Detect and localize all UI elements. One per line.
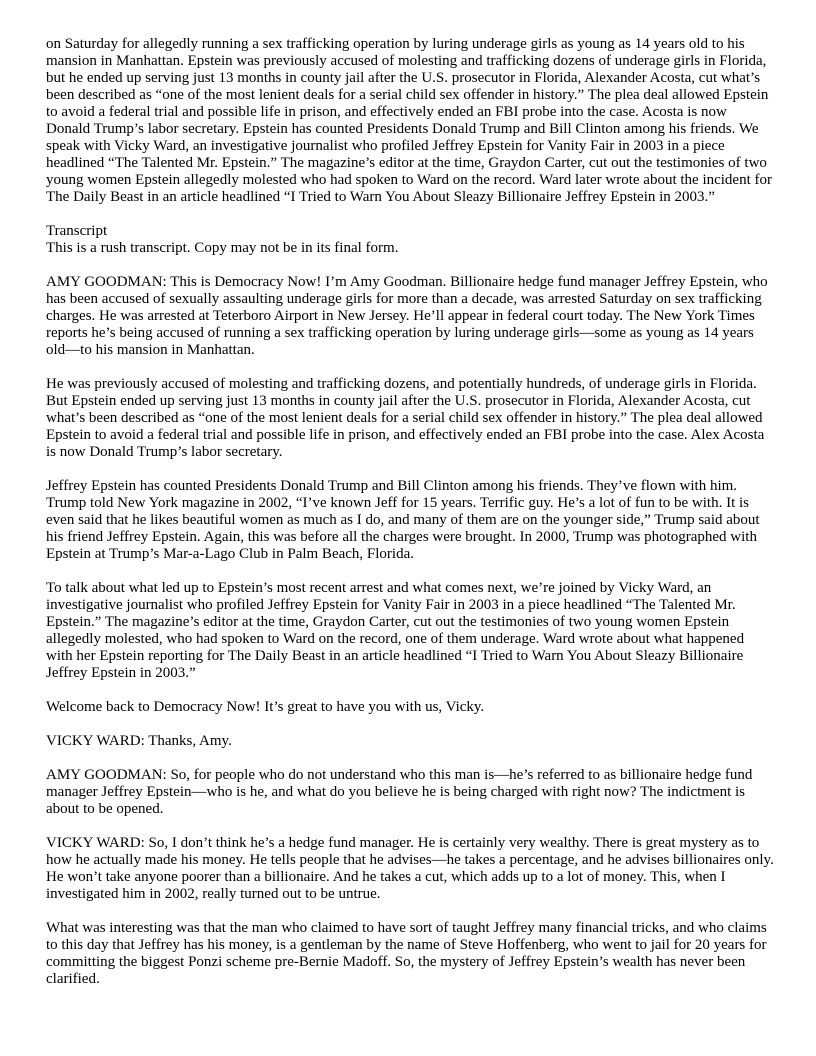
spacer — [46, 257, 774, 274]
transcript-paragraph-8: VICKY WARD: So, I don’t think he’s a hedge fund manager. He is certainly very wealthy. There is great mystery as to how he actually made his money. He tells people that he advises—he takes a percentage, and he advises billionaires only. He won’t take anyone poorer than a billionaire. And he takes a cut, which adds up to a lot of money. This, when I investigated him in 2002, really turned out to be untrue. — [46, 835, 774, 902]
transcript-heading: Transcript — [46, 223, 108, 239]
transcript-paragraph-6: VICKY WARD: Thanks, Amy. — [46, 733, 232, 749]
document-body — [46, 36, 774, 1005]
transcript-paragraph-5: Welcome back to Democracy Now! It’s great to have you with us, Vicky. — [46, 699, 485, 715]
transcript-paragraph-7: AMY GOODMAN: So, for people who do not understand who this man is—he’s referred to as billionaire hedge fund manager Jeffrey Epstein—who is he, and what do you believe he is being charged with right now? The indictment is about to be opened. — [46, 767, 753, 817]
intro-paragraph: on Saturday for allegedly running a sex trafficking operation by luring underage girls as young as 14 years old to his mansion in Manhattan. Epstein was previously accused of molesting and trafficking dozens of underage girls in Florida, but he ended up serving just 13 months in county jail after the U.S. prosecutor in Florida, Alexander Acosta, cut what’s been described as “one of the most lenient deals for a serial child sex offender in history.” The plea deal allowed Epstein to avoid a federal trial and possible life in prison, and effectively ended an FBI probe into the case. Acosta is now Donald Trump’s labor secretary. Epstein has counted Presidents Donald Trump and Bill Clinton among his friends. We speak with Vicky Ward, an investigative journalist who profiled Jeffrey Epstein for Vanity Fair in 2003 in a piece headlined “The Talented Mr. Epstein.” The magazine’s editor at the time, Graydon Carter, cut out the testimonies of two young women Epstein allegedly molested who had spoken to Ward on the record. Ward later wrote about the incident for The Daily Beast in an article headlined “I Tried to Warn You About Sleazy Billionaire Jeffrey Epstein in 2003.” — [46, 36, 772, 205]
transcript-paragraph-1: AMY GOODMAN: This is Democracy Now! I’m Amy Goodman. Billionaire hedge fund manager Jeffrey Epstein, who has been accused of sexually assaulting underage girls for more than a decade, was arrested Saturday on sex trafficking charges. He was arrested at Teterboro Airport in New Jersey. He’ll appear in federal court today. The New York Times reports he’s being accused of running a sex trafficking operation by luring underage girls—some as young as 14 years old—to his mansion in Manhattan. — [46, 274, 768, 358]
transcript-paragraph-9: What was interesting was that the man who claimed to have sort of taught Jeffrey many financial tricks, and who claims to this day that Jeffrey has his money, is a gentleman by the name of Steve Hoffenberg, who went to jail for 20 years for committing the biggest Ponzi scheme pre-Bernie Madoff. So, the mystery of Jeffrey Epstein’s wealth has never been clarified. — [46, 920, 767, 987]
transcript-paragraph-4: To talk about what led up to Epstein’s most recent arrest and what comes next, we’re joined by Vicky Ward, an investigative journalist who profiled Jeffrey Epstein for Vanity Fair in 2003 in a piece headlined “The Talented Mr. Epstein.” The magazine’s editor at the time, Graydon Carter, cut out the testimonies of two young women Epstein allegedly molested, who had spoken to Ward on the record, one of them underage. Ward wrote about what happened with her Epstein reporting for The Daily Beast in an article headlined “I Tried to Warn You About Sleazy Billionaire Jeffrey Epstein in 2003.” — [46, 580, 745, 681]
transcript-paragraph-3: Jeffrey Epstein has counted Presidents Donald Trump and Bill Clinton among his friends. They’ve flown with him. Trump told New York magazine in 2002, “I’ve known Jeff for 15 years. Terrific guy. He’s a lot of fun to be with. It is even said that he likes beautiful women as much as I do, and many of them are on the younger side,” Trump said about his friend Jeffrey Epstein. Again, this was before all the charges were brought. In 2000, Trump was photographed with Epstein at Trump’s Mar-a-Lago Club in Palm Beach, Florida. — [46, 478, 760, 562]
transcript-note: This is a rush transcript. Copy may not be in its final form. — [46, 240, 399, 256]
transcript-paragraph-2: He was previously accused of molesting and trafficking dozens, and potentially hundreds, of underage girls in Florida. But Epstein ended up serving just 13 months in county jail after the U.S. prosecutor in Florida, Alexander Acosta, cut what’s been described as “one of the most lenient deals for a serial child sex offender in history.” The plea deal allowed Epstein to avoid a federal trial and possible life in prison, and effectively ended an FBI probe into the case. Alex Acosta is now Donald Trump’s labor secretary. — [46, 376, 765, 460]
transcript-block — [46, 223, 774, 257]
